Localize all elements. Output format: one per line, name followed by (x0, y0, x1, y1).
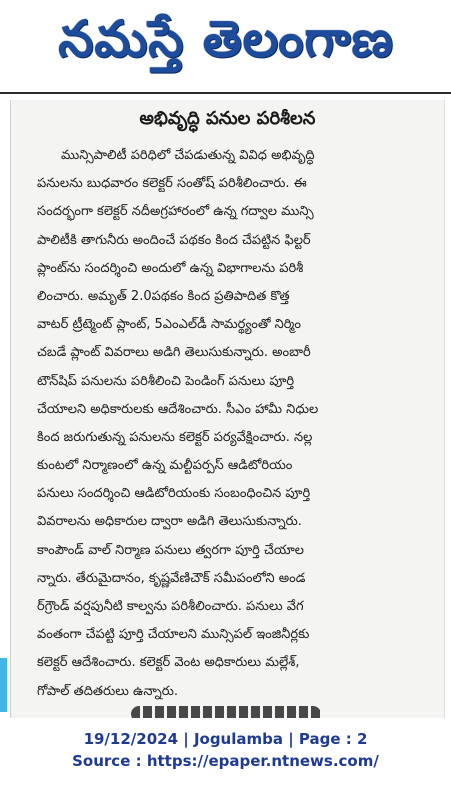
article-headline: అభివృద్ధి పనుల పరిశీలన (139, 108, 316, 129)
masthead (0, 0, 451, 94)
article-line: కలెక్టర్ ఆదేశించారు. కలెక్టర్ వెంట అధికారులు మల్లేశ్, (37, 655, 300, 671)
article-line: వాటర్ ట్రీట్మెంట్ ప్లాంట్, 5ఎంఎల్‌డీ సామర్థ్యంతో నిర్మిం (37, 317, 301, 333)
article-line: న్నారు. తేరుమైదానం, కృష్ణవేణిచౌక్ సమీపంలోని అండ (37, 570, 306, 586)
article-line: మున్సిపాలిటీ పరిధిలో చేపడుతున్న వివిధ అభివృద్ధి (61, 148, 315, 163)
article-line: ర్‌గ్రౌండ్ వర్షపునీటి కాల్వను పరిశీలించారు. పనులు వేగ (37, 599, 304, 614)
article-line: లించారు. అమృత్ 2.0పథకం కింద ప్రతిపాదిత కొత్త (37, 288, 290, 304)
article-line: వివరాలను అధికారుల ద్వారా అడిగి తెలుసుకున్నారు. (37, 514, 302, 530)
cut-off-next-headline (131, 706, 321, 718)
edition-info: 19/12/2024 | Jogulamba | Page : 2 (83, 730, 368, 748)
article-line: చేయాలని అధికారులకు ఆదేశించారు. సీఎం హామీ నిధుల (37, 401, 319, 417)
article-line: కాంపౌండ్ వాల్ నిర్మాణ పనులు త్వరగా పూర్తి చేయాల (37, 542, 304, 558)
article-line: టౌన్‌షిప్ పనులను పరిశీలించి పెండింగ్ పనులు పూర్తి (37, 373, 295, 389)
article-line: పాలిటీకి తాగునీరు అందించే పథకం కింద చేపట్టిన ఫిల్టర్ (37, 232, 311, 248)
article-line: చబడే ప్లాంట్ వివరాలు అడిగి తెలుసుకున్నారు. అంబారీ (37, 345, 311, 361)
footer (0, 728, 451, 772)
article-line: పనులను బుధవారం కలెక్టర్ సంతోష్ పరిశీలించారు. ఈ (37, 176, 307, 192)
article-line: సందర్భంగా కలెక్టర్ నదీఅగ్రహారంలో ఉన్న గద్వాల మున్సి (37, 204, 314, 220)
source-link[interactable]: Source : https://epaper.ntnews.com/ (72, 752, 379, 770)
article-line: ప్లాంట్‌ను సందర్శించి అందులో ఉన్న విభాగాలను పరిశీ (37, 260, 304, 276)
article-line: వంతంగా చేపట్టి పూర్తి చేయాలని మున్సిపల్ ఇంజినీర్లకు (37, 627, 310, 643)
side-accent-bar (0, 658, 7, 712)
article-line: కుంటలో నిర్మాణంలో ఉన్న మల్టీపర్పస్ ఆడిటోరియం (37, 458, 293, 474)
article-body (37, 142, 432, 706)
article-clipping (10, 100, 445, 718)
article-line: గోపాల్ తదితరులు ఉన్నారు. (37, 683, 179, 699)
newspaper-logo-title: నమస్తే తెలంగాణ (58, 9, 394, 68)
article-line: కింద జరుగుతున్న పనులను కలెక్టర్ పర్యవేక్షించారు. నల్ల (37, 429, 313, 445)
article-line: పనులు సందర్శించి ఆడిటోరియంకు సంబంధించిన పూర్తి (37, 486, 311, 502)
